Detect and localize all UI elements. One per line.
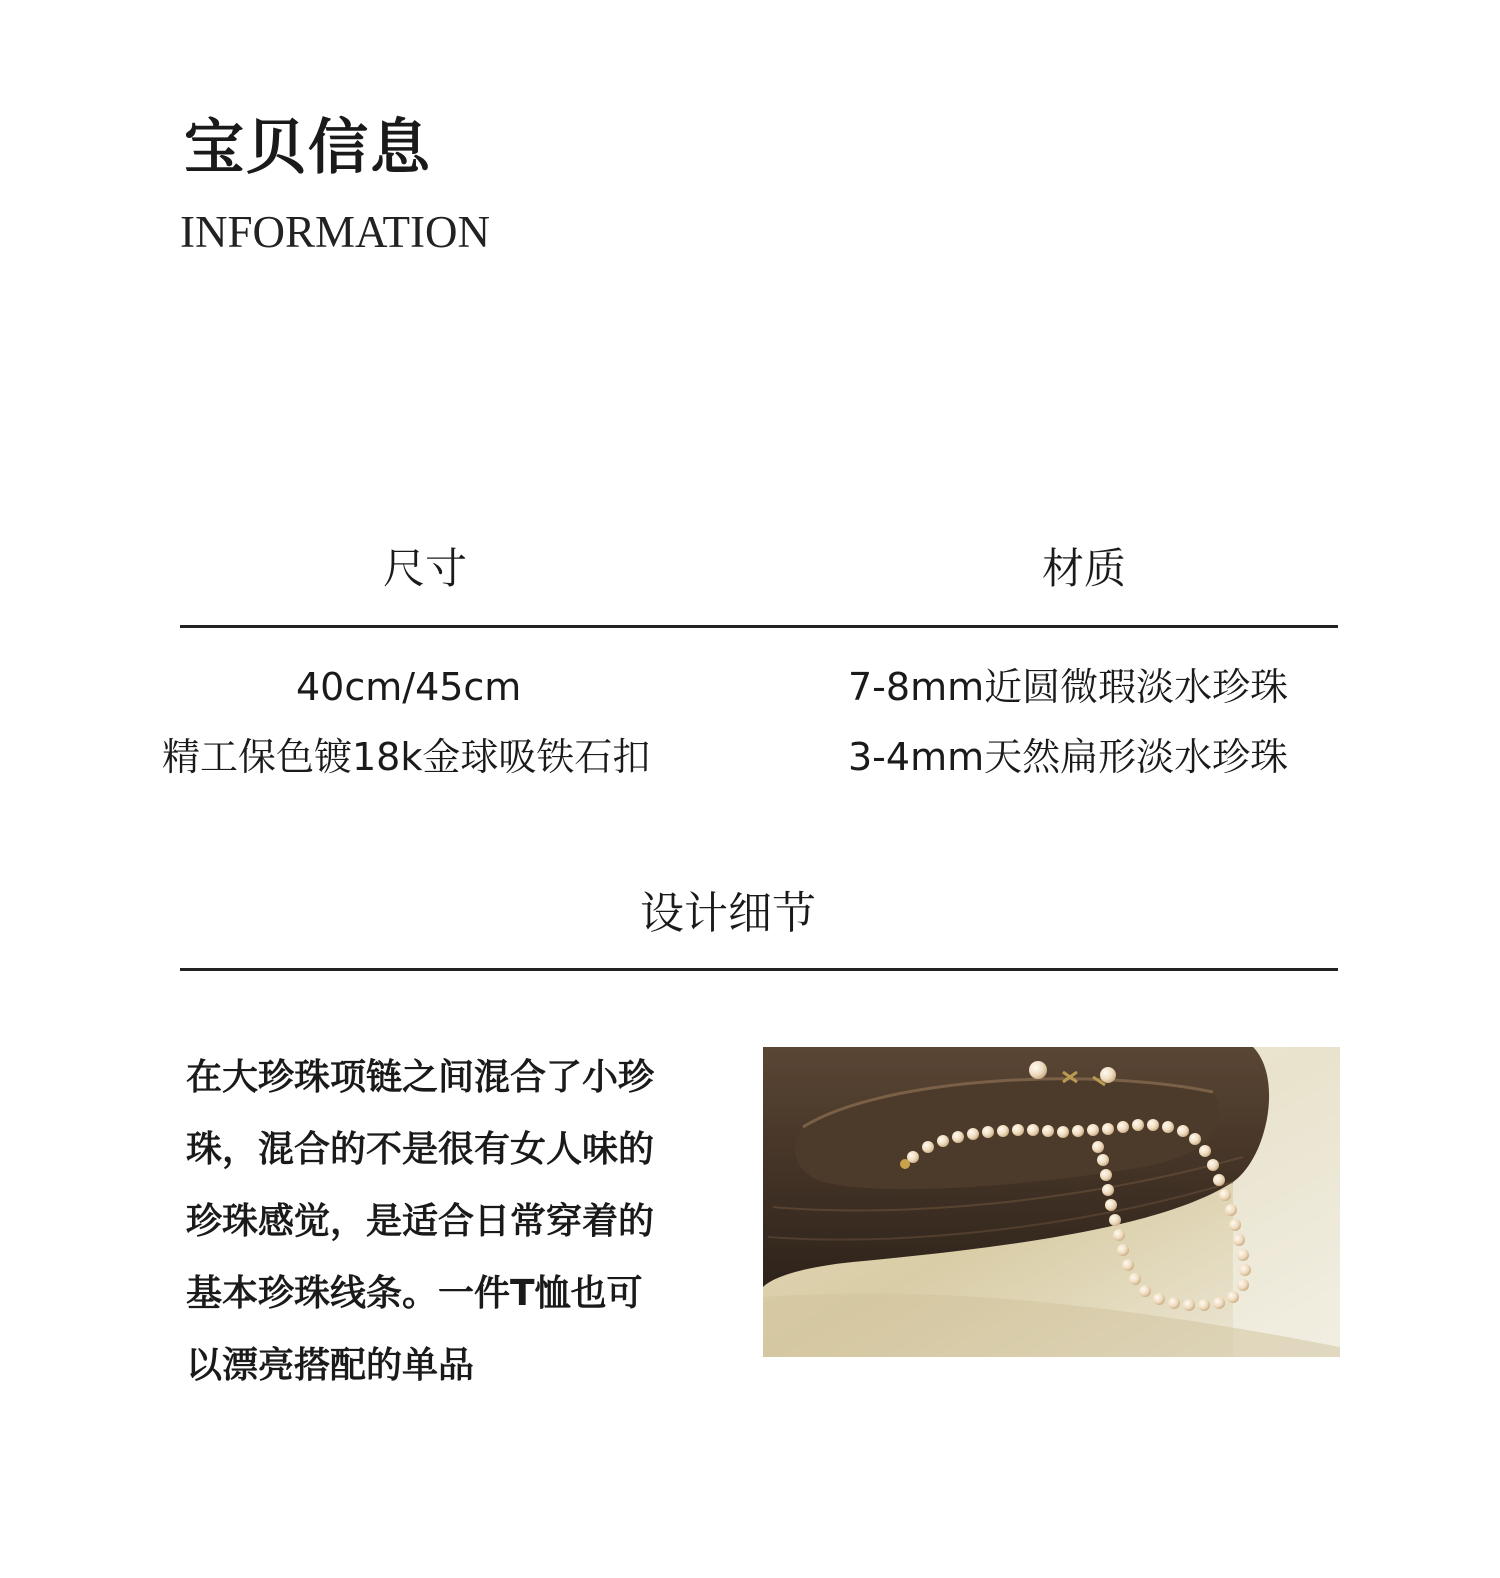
- size-value: 精工保色镀18k金球吸铁石扣: [162, 735, 651, 779]
- page-title-en: INFORMATION: [180, 207, 491, 257]
- product-photo: [763, 1047, 1340, 1357]
- description-line: 珍珠感觉，是适合日常穿着的: [186, 1201, 655, 1242]
- details-description: [186, 1042, 706, 1402]
- description-line: 基本珍珠线条。一件T恤也可: [186, 1273, 643, 1314]
- material-value: 7-8mm近圆微瑕淡水珍珠: [848, 665, 1289, 709]
- page-title-cn: 宝贝信息: [184, 113, 432, 183]
- material-heading: 材质: [1041, 544, 1126, 593]
- details-heading: 设计细节: [640, 888, 816, 939]
- divider-specs: [180, 625, 1338, 628]
- description-line: 在大珍珠项链之间混合了小珍: [186, 1057, 655, 1098]
- size-value: 40cm/45cm: [296, 665, 522, 709]
- pearl-necklace-image: [763, 1047, 1340, 1357]
- size-heading: 尺寸: [382, 544, 467, 593]
- description-line: 珠，混合的不是很有女人味的: [186, 1129, 655, 1170]
- description-line: 以漂亮搭配的单品: [186, 1345, 475, 1386]
- material-value: 3-4mm天然扁形淡水珍珠: [848, 735, 1289, 779]
- divider-details: [180, 968, 1338, 971]
